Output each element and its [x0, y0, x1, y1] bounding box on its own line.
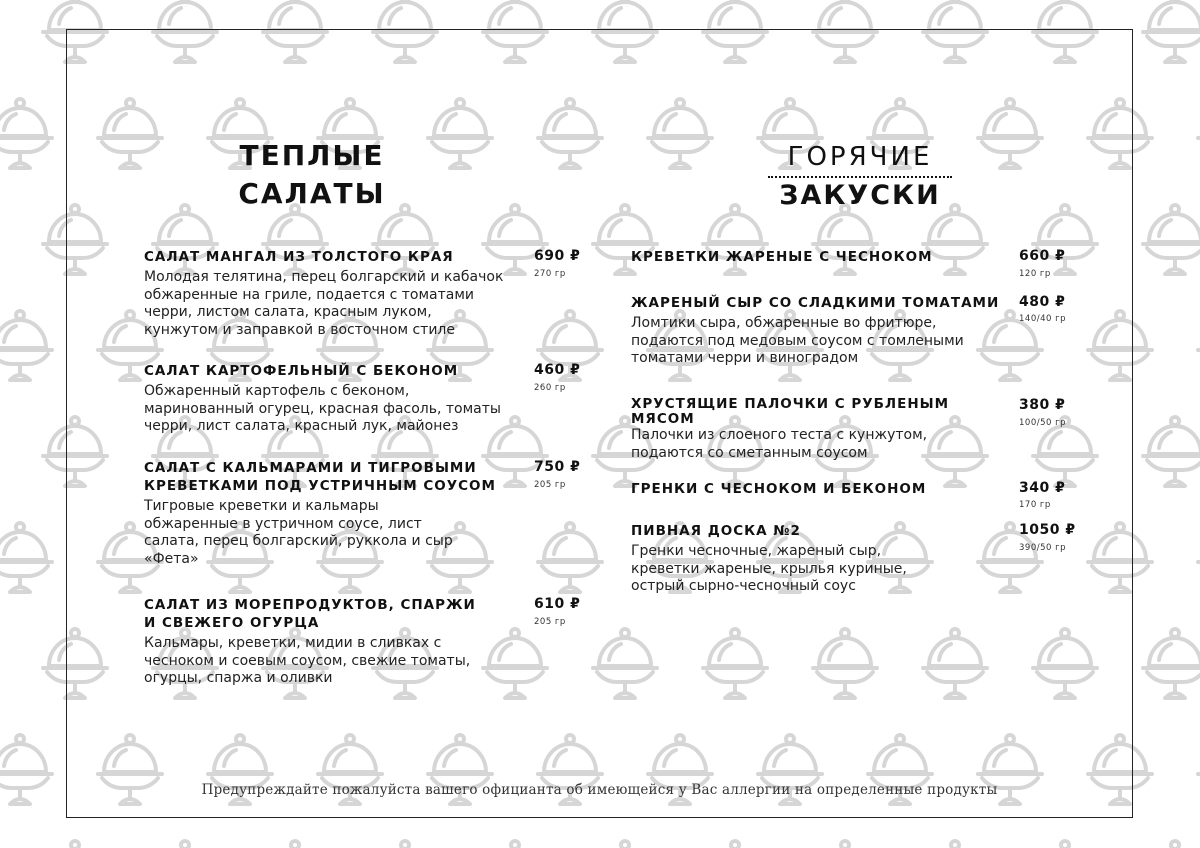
menu-item-name: ПИВНАЯ ДОСКА №2 — [631, 523, 801, 539]
cloche-icon — [1033, 841, 1097, 848]
menu-item-weight: 260 гр — [534, 383, 566, 393]
menu-item-price: 750 ₽ — [534, 459, 581, 475]
menu-item — [631, 248, 1016, 269]
cloche-icon — [1143, 841, 1200, 848]
menu-item-name: САЛАТ С КАЛЬМАРАМИ И ТИГРОВЫМИ КРЕВЕТКАМИ ПОД УСТРИЧНЫМ СОУСОМ — [144, 460, 496, 494]
menu-item-description: Палочки из слоеного теста с кунжутом, подаются со сметанным соусом — [631, 427, 928, 461]
menu-item-price: 460 ₽ — [534, 362, 581, 378]
menu-item — [144, 362, 534, 436]
menu-item — [631, 522, 1016, 596]
menu-item-name: САЛАТ МАНГАЛ ИЗ ТОЛСТОГО КРАЯ — [144, 249, 454, 265]
menu-item — [144, 248, 534, 339]
menu-item-name: ХРУСТЯЩИЕ ПАЛОЧКИ С РУБЛЕНЫМ МЯСОМ — [631, 396, 950, 427]
cloche-icon — [593, 841, 657, 848]
cloche-icon — [1143, 0, 1200, 62]
menu-item-description: Тигровые креветки и кальмары обжаренные в устричном соусе, лист салата, перец болгарский, руккола и сыр «Фета» — [144, 498, 453, 567]
menu-item-name: ГРЕНКИ С ЧЕСНОКОМ И БЕКОНОМ — [631, 481, 927, 497]
section-title-line2: САЛАТЫ — [238, 177, 386, 210]
menu-item-price: 380 ₽ — [1019, 397, 1066, 413]
section-title-warm-salads — [232, 139, 392, 218]
menu-item-description: Кальмары, креветки, мидии в сливках с чесноком и соевым соусом, свежие томаты, огурцы, спаржа и оливки — [144, 635, 471, 686]
menu-item-weight: 170 гр — [1019, 500, 1051, 510]
menu-item — [144, 596, 534, 688]
menu-item-name: САЛАТ ИЗ МОРЕПРОДУКТОВ, СПАРЖИ И СВЕЖЕГО ОГУРЦА — [144, 597, 476, 631]
title-dotted-divider — [768, 176, 952, 178]
menu-item-weight: 205 гр — [534, 617, 566, 627]
cloche-icon — [0, 735, 52, 804]
section-title-hot-snacks-line2: ЗАКУСКИ — [779, 180, 941, 211]
section-title-line1: ТЕПЛЫЕ — [239, 139, 385, 172]
menu-item-description: Обжаренный картофель с беконом, маринованный огурец, красная фасоль, томаты черри, лист салата, красный лук, майонез — [144, 383, 501, 434]
menu-item-price: 1050 ₽ — [1019, 522, 1076, 538]
cloche-icon — [1143, 205, 1200, 274]
cloche-icon — [0, 523, 52, 592]
menu-item-price: 690 ₽ — [534, 248, 581, 264]
menu-item-price: 480 ₽ — [1019, 294, 1066, 310]
menu-item — [631, 480, 1016, 501]
cloche-icon — [1143, 629, 1200, 698]
menu-item-weight: 205 гр — [534, 480, 566, 490]
menu-item-price: 660 ₽ — [1019, 248, 1066, 264]
menu-item-weight: 140/40 гр — [1019, 314, 1066, 324]
section-title-hot-snacks-line1: ГОРЯЧИЕ — [787, 142, 933, 172]
cloche-icon — [703, 841, 767, 848]
menu-item-name: ЖАРЕНЫЙ СЫР СО СЛАДКИМИ ТОМАТАМИ — [631, 295, 1000, 311]
cloche-icon — [43, 841, 107, 848]
cloche-icon — [0, 311, 52, 380]
menu-item — [631, 294, 1016, 368]
allergy-notice: Предупреждайте пожалуйста вашего официанта об имеющейся у Вас аллергии на определенные продукты — [201, 782, 998, 798]
cloche-icon — [1143, 417, 1200, 486]
cloche-icon — [923, 841, 987, 848]
cloche-icon — [0, 99, 52, 168]
menu-item-weight: 390/50 гр — [1019, 543, 1066, 553]
menu-item — [144, 459, 534, 568]
menu-item-description: Молодая телятина, перец болгарский и кабачок обжаренные на гриле, подается с томатами черри, листом салата, красным луком, кунжутом и заправкой в восточном стиле — [144, 269, 504, 338]
cloche-icon — [813, 841, 877, 848]
cloche-icon — [263, 841, 327, 848]
menu-item — [631, 397, 1016, 462]
menu-item-weight: 270 гр — [534, 269, 566, 279]
menu-item-description: Ломтики сыра, обжаренные во фритюре, подаются под медовым соусом с томлеными томатами черри и виноградом — [631, 315, 964, 366]
cloche-icon — [153, 841, 217, 848]
menu-item-weight: 120 гр — [1019, 269, 1051, 279]
menu-item-name: КРЕВЕТКИ ЖАРЕНЫЕ С ЧЕСНОКОМ — [631, 249, 933, 265]
menu-item-description: Гренки чесночные, жареный сыр, креветки жареные, крылья куриные, острый сырно-чесночный соус — [631, 543, 907, 594]
menu-item-weight: 100/50 гр — [1019, 418, 1066, 428]
menu-item-price: 340 ₽ — [1019, 480, 1066, 496]
menu-item-price: 610 ₽ — [534, 596, 581, 612]
cloche-icon — [483, 841, 547, 848]
menu-item-name: САЛАТ КАРТОФЕЛЬНЫЙ С БЕКОНОМ — [144, 363, 459, 379]
cloche-icon — [373, 841, 437, 848]
